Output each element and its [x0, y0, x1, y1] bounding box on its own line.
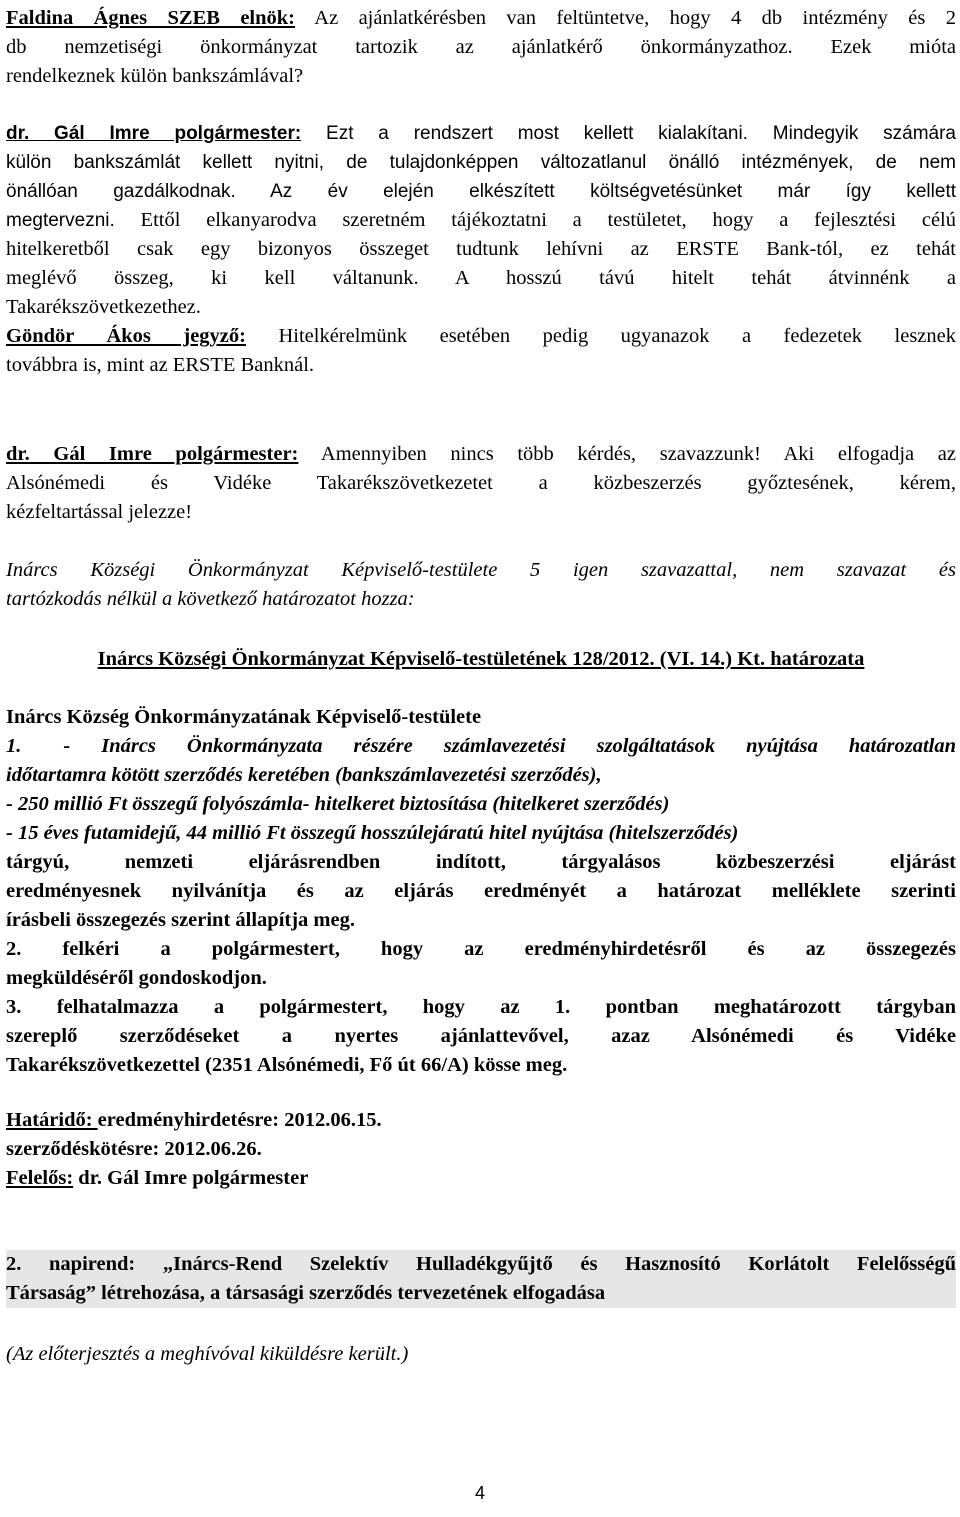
text-line: eredményhirdetésre: 2012.06.15.	[97, 1109, 382, 1131]
paragraph-faldina	[6, 4, 956, 91]
speaker-gondor: Göndör Ákos jegyző:	[6, 325, 246, 347]
text-line: tárgyú, nemzeti eljárásrendben indított, tárgyalásos közbeszerzési eljárást	[6, 851, 956, 873]
text-line: továbbra is, mint az ERSTE Banknál.	[6, 354, 315, 376]
deadline-block	[6, 1106, 956, 1193]
text-line: dr. Gál Imre polgármester	[73, 1167, 309, 1189]
text-line: szereplő szerződéseket a nyertes ajánlattevővel, azaz Alsónémedi és Vidéke	[6, 1025, 956, 1047]
text-line: - 15 éves futamidejű, 44 millió Ft összegű hosszúlejáratú hitel nyújtása (hitelszerződés)	[6, 822, 739, 844]
text-line: - 250 millió Ft összegű folyószámla- hitelkeret biztosítása (hitelkeret szerződés)	[6, 793, 670, 815]
speaker-gal-2: dr. Gál Imre polgármester:	[6, 443, 299, 465]
text-line: 3. felhatalmazza a polgármestert, hogy az 1. pontban meghatározott tárgyban	[6, 996, 956, 1018]
resolution-body	[6, 703, 956, 1080]
item-number: 1.	[6, 735, 22, 757]
responsible-label: Felelős:	[6, 1167, 74, 1189]
text-line: Az ajánlatkérésben van feltüntetve, hogy 4 db intézmény és 2	[295, 7, 956, 29]
paragraph-gal-1-cont	[6, 206, 956, 322]
text-line: szerződéskötésre: 2012.06.26.	[6, 1138, 262, 1160]
text-line: Takarékszövetkezethez.	[6, 296, 201, 318]
text-line: meglévő összeg, ki kell váltanunk. A hosszú távú hitelt tehát átvinnénk a	[6, 267, 956, 289]
paragraph-gal-1	[6, 119, 956, 206]
text-line: megküldéséről gondoskodjon.	[6, 967, 267, 989]
speaker-gal: dr. Gál Imre polgármester:	[6, 123, 302, 144]
text-line: tartózkodás nélkül a következő határozatot hozza:	[6, 588, 415, 610]
text-line: Alsónémedi és Vidéke Takarékszövetkezetet a közbeszerzés győztesének, kérem,	[6, 472, 956, 494]
note: (Az előterjesztés a meghívóval kiküldésre került.)	[6, 1343, 409, 1365]
text-line: 2. felkéri a polgármestert, hogy az eredményhirdetésről és az összegezés	[6, 938, 956, 960]
text-line: Társaság” létrehozása, a társasági szerződés tervezetének elfogadása	[6, 1282, 606, 1304]
paragraph-gondor	[6, 322, 956, 380]
resolution-body-title: Inárcs Község Önkormányzatának Képviselő-testülete	[6, 706, 482, 728]
text-line: Ettől elkanyarodva szeretném tájékoztatni a testületet, hogy a fejlesztési célú	[114, 209, 956, 231]
resolution-title: Inárcs Községi Önkormányzat Képviselő-testületének 128/2012. (VI. 14.) Kt. határozata	[97, 648, 865, 670]
text-line: 2. napirend: „Inárcs-Rend Szelektív Hulladékgyűjtő és Hasznosító Korlátolt Felelősségű	[6, 1253, 956, 1275]
text-line: önállóan gazdálkodnak. Az év elején elkészített költségvetésünket már így kellett	[6, 181, 956, 202]
page-number: 4	[474, 1483, 485, 1503]
text-line: db nemzetiségi önkormányzat tartozik az ajánlatkérő önkormányzathoz. Ezek mióta	[6, 36, 956, 58]
text-line: - Inárcs Önkormányzata részére számlavezetési szolgáltatások nyújtása határozatlan	[63, 735, 956, 757]
text-line: Inárcs Községi Önkormányzat Képviselő-testülete 5 igen szavazattal, nem szavazat és	[6, 559, 956, 581]
text-line: hitelkeretből csak egy bizonyos összeget tudtunk lehívni az ERSTE Bank-tól, ez tehát	[6, 238, 956, 260]
text-line: megtervezni.	[6, 210, 115, 231]
text-line: Ezt a rendszert most kellett kialakítani. Mindegyik számára	[301, 123, 957, 144]
text-line: eredményesnek nyilvánítja és az eljárás eredményét a határozat melléklete szerinti	[6, 880, 956, 902]
paragraph-gal-2	[6, 440, 956, 527]
text-line: Hitelkérelmünk esetében pedig ugyanazok a fedezetek lesznek	[245, 325, 957, 347]
text-line: Takarékszövetkezettel (2351 Alsónémedi, Fő út 66/A) kösse meg.	[6, 1054, 568, 1076]
speaker-faldina: Faldina Ágnes SZEB elnök:	[6, 7, 296, 29]
text-line: külön bankszámlát kellett nyitni, de tulajdonképpen változatlanul önálló intézmények, de nem	[6, 152, 956, 173]
agenda-item	[6, 1250, 956, 1308]
deadline-label: Határidő:	[6, 1109, 98, 1131]
vote-statement	[6, 556, 956, 614]
text-line: rendelkeznek külön bankszámlával?	[6, 65, 304, 87]
text-line: kézfeltartással jelezze!	[6, 501, 193, 523]
text-line: írásbeli összegezés szerint állapítja meg.	[6, 909, 355, 931]
text-line: Amennyiben nincs több kérdés, szavazzunk! Aki elfogadja az	[298, 443, 956, 465]
text-line: időtartamra kötött szerződés keretében (bankszámlavezetési szerződés),	[6, 764, 602, 786]
